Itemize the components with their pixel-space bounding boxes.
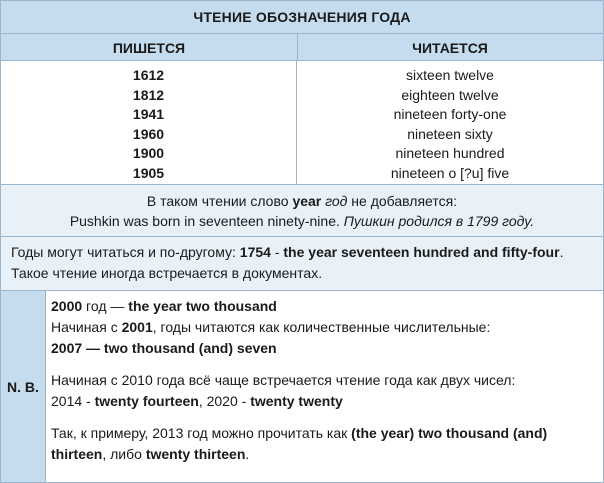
nb-reading: twenty thirteen xyxy=(145,446,246,462)
spacer xyxy=(51,412,603,423)
reading-cell: eighteen twelve xyxy=(401,86,499,103)
note-year-word-line1 xyxy=(1,191,603,211)
note-translation: Пушкин родился в 1799 году. xyxy=(343,213,535,229)
note-year-word-line2 xyxy=(1,211,603,231)
spacer xyxy=(51,359,603,370)
note-year-word xyxy=(1,185,603,237)
header-read-label: ЧИТАЕТСЯ xyxy=(412,39,488,56)
note-term: year xyxy=(292,193,322,209)
note-reading: the year seventeen hundred and fifty-four xyxy=(283,244,560,260)
table-title xyxy=(1,1,603,34)
year-cell: 1941 xyxy=(132,106,165,122)
nb-text: , либо xyxy=(102,446,146,462)
year-cell: 1812 xyxy=(132,86,165,103)
nb-line xyxy=(51,338,603,359)
reading-cell: nineteen o [?u] five xyxy=(390,164,510,181)
read-column xyxy=(297,61,603,185)
note-alternative-reading xyxy=(1,237,603,291)
table-title-text: ЧТЕНИЕ ОБОЗНАЧЕНИЯ ГОДА xyxy=(193,9,411,25)
note-text: В таком чтении слово xyxy=(146,193,293,209)
nb-line xyxy=(51,296,603,317)
reading-cell: nineteen hundred xyxy=(395,145,505,161)
nb-year: 2001 xyxy=(121,319,153,335)
nb-reading: the year two thousand xyxy=(128,298,277,314)
note-text: . Такое чтение иногда встречается в документах. xyxy=(11,244,564,281)
reading-cell: nineteen sixty xyxy=(407,125,493,142)
nb-body xyxy=(46,291,603,482)
nb-text: Начиная с xyxy=(51,319,122,335)
year-cell: 1960 xyxy=(132,125,165,142)
note-text: не добавляется: xyxy=(347,193,458,209)
header-written xyxy=(1,34,298,61)
nb-reading: (the year) two thousand (and) thirteen xyxy=(51,425,548,462)
nb-line xyxy=(51,423,603,465)
nb-text: 2014 - xyxy=(51,393,95,409)
nb-reading: twenty fourteen xyxy=(94,393,199,409)
nb-section xyxy=(1,291,603,482)
nb-text: , годы читаются как количественные числительные: xyxy=(152,319,491,335)
nb-line xyxy=(51,317,603,338)
nb-reading: twenty twenty xyxy=(250,393,343,409)
nb-line xyxy=(51,370,603,391)
year-cell: 1905 xyxy=(132,164,165,181)
note-text: - xyxy=(270,244,284,260)
written-column xyxy=(1,61,297,185)
year-cell: 1612 xyxy=(132,67,165,83)
table-header xyxy=(1,34,603,61)
note-text: Годы могут читаться и по-другому: xyxy=(11,244,240,260)
nb-text: Начиная с 2010 года всё чаще встречается чтение года как двух чисел: xyxy=(51,372,516,388)
nb-text: . xyxy=(245,446,250,462)
note-example: Pushkin was born in seventeen ninety-nine. xyxy=(69,213,344,229)
note-year: 1754 xyxy=(239,244,271,260)
nb-label xyxy=(1,291,46,482)
nb-text: год — xyxy=(82,298,129,314)
nb-label-text: N. B. xyxy=(7,378,39,395)
nb-text: Так, к примеру, 2013 год можно прочитать как xyxy=(51,425,352,441)
nb-line xyxy=(51,391,603,412)
nb-text: , 2020 - xyxy=(198,393,251,409)
reading-cell: sixteen twelve xyxy=(406,67,494,83)
reading-cell: nineteen forty-one xyxy=(393,106,507,122)
year-cell: 1900 xyxy=(132,145,165,161)
note-term-ru: год xyxy=(325,193,348,209)
header-written-label: ПИШЕТСЯ xyxy=(112,39,186,56)
nb-year: 2000 xyxy=(51,298,83,314)
year-examples xyxy=(1,61,603,185)
nb-reading: 2007 — two thousand (and) seven xyxy=(51,340,277,356)
header-read xyxy=(297,34,603,61)
